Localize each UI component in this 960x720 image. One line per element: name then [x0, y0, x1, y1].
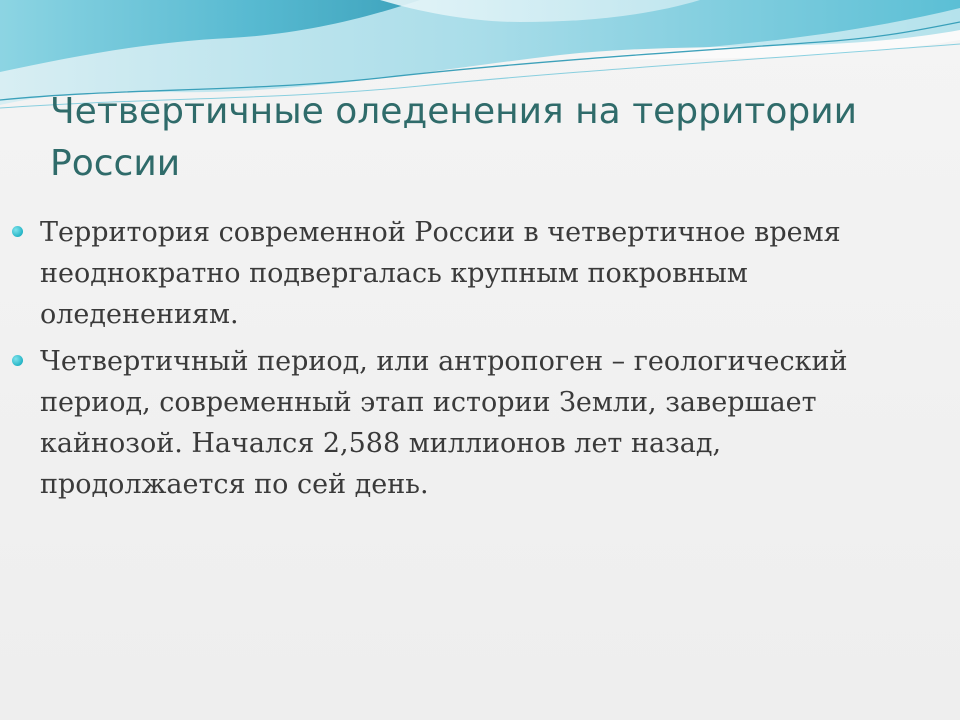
bullet-text: Четвертичный период, или антропоген – геологический период, современный этап истории Земли, завершает кайнозой. Начался 2,588 миллионов лет назад, продолжается по сей день. — [40, 346, 848, 500]
bullet-list — [10, 212, 930, 511]
bullet-item — [10, 341, 930, 505]
bullet-text: Территория современной России в четвертичное время неоднократно подвергалась крупным покровным оледенениям. — [40, 217, 841, 330]
bullet-item — [10, 212, 930, 335]
round-bullet-icon — [12, 226, 23, 237]
slide-title: Четвертичные оледенения на территории России — [50, 91, 858, 184]
round-bullet-icon — [12, 355, 23, 366]
